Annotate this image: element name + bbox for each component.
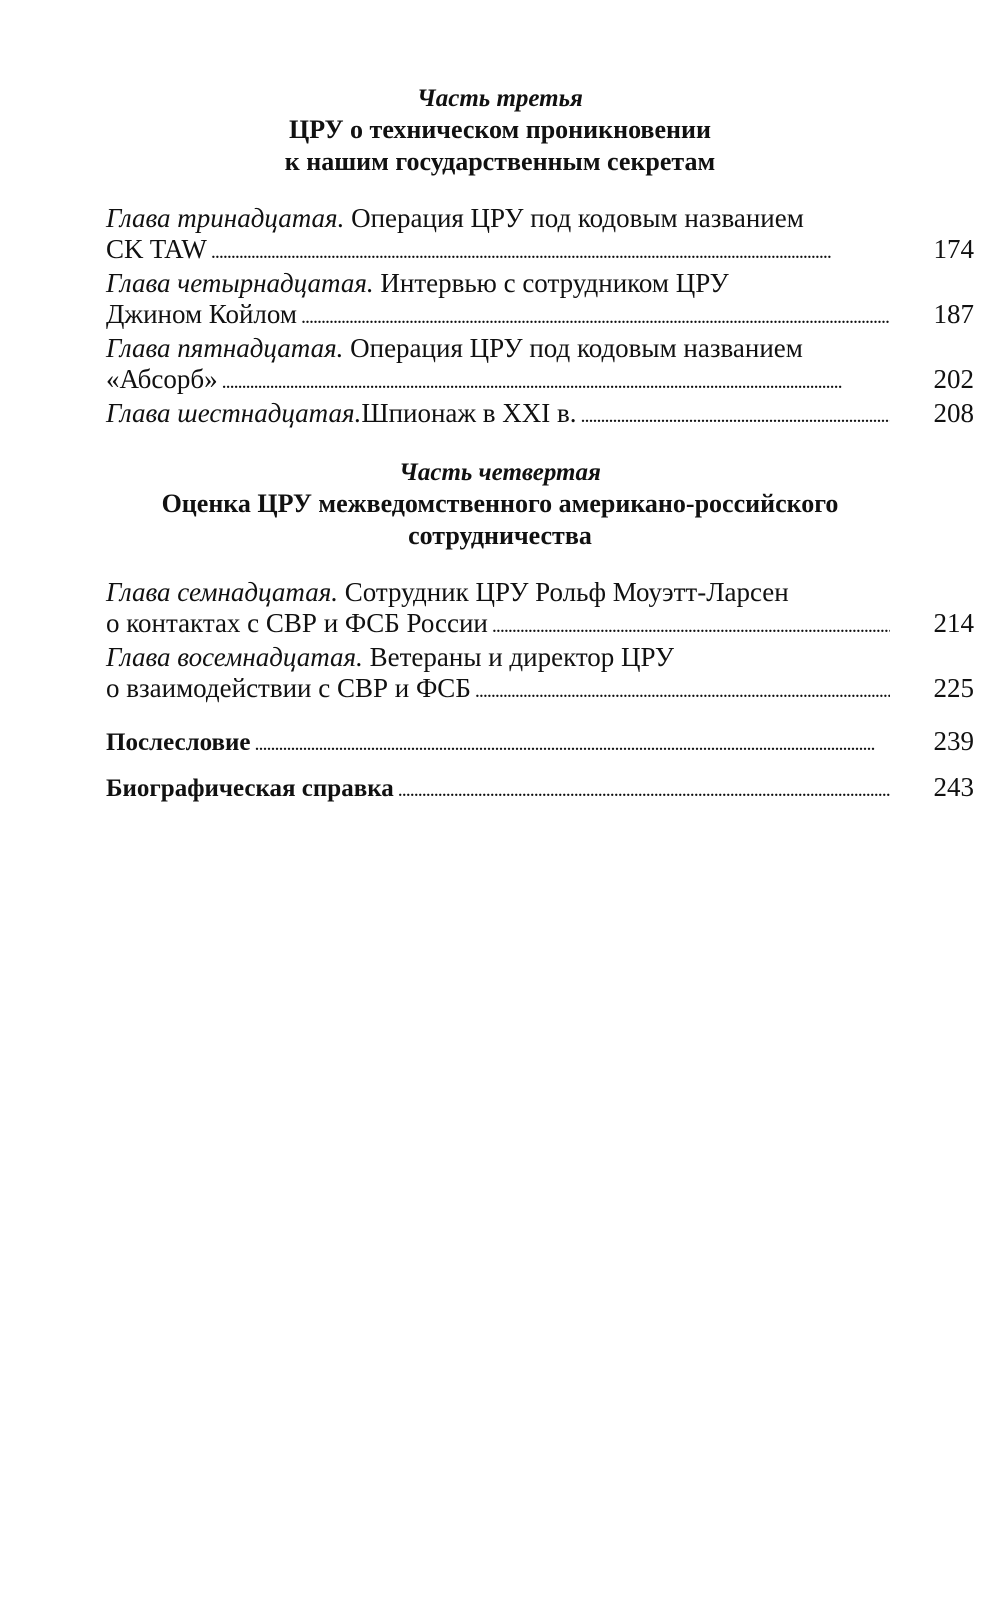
toc-entry-ch14[interactable] [106, 268, 974, 333]
chapter-title-cont: «Абсорб» [106, 364, 218, 394]
part3-title-line2: к нашим государственным секретам [284, 147, 716, 176]
page-number: 243 [933, 772, 974, 802]
chapter-label: Глава тринадцатая. [106, 203, 345, 233]
chapter-title-cont: Джином Койлом [106, 299, 297, 329]
part3-label: Часть третья [417, 85, 583, 112]
page-number: 174 [933, 234, 974, 264]
dot-leader [301, 302, 890, 333]
chapter-title-cont: о контактах с СВР и ФСБ России [106, 608, 488, 638]
biography-entry[interactable] [106, 772, 974, 806]
part3-title-line1: ЦРУ о техническом проникновении [289, 115, 711, 144]
dot-leader [581, 401, 890, 432]
toc-entry-ch18[interactable] [106, 642, 974, 707]
chapter-title: Ветераны и директор ЦРУ [362, 642, 674, 672]
afterword-entry[interactable] [106, 726, 974, 760]
part4-title-line2: сотрудничества [408, 521, 592, 550]
part3-heading [0, 84, 1000, 178]
part4-heading [0, 458, 1000, 552]
chapter-label: Глава шестнадцатая. [106, 398, 362, 428]
page-number: 187 [933, 299, 974, 329]
chapter-label: Глава четырнадцатая. [106, 268, 374, 298]
chapter-label: Глава семнадцатая. [106, 577, 338, 607]
part3-toc [106, 203, 974, 432]
afterword-label: Послесловие [106, 729, 251, 756]
page-number: 225 [933, 673, 974, 703]
toc-entry-ch15[interactable] [106, 333, 974, 398]
page-number: 202 [933, 364, 974, 394]
dot-leader [492, 611, 890, 642]
dot-leader [222, 367, 890, 398]
dot-leader [398, 775, 890, 806]
part4-title-line1: Оценка ЦРУ межведомственного американо-российского [161, 489, 839, 518]
chapter-title: Интервью с сотрудником ЦРУ [373, 268, 729, 298]
chapter-title: Операция ЦРУ под кодовым названием [344, 203, 804, 233]
dot-leader [254, 729, 890, 760]
page-number: 214 [933, 608, 974, 638]
toc-entry-ch16[interactable] [106, 398, 974, 432]
dot-leader [211, 237, 890, 268]
chapter-label: Глава восемнадцатая. [106, 642, 363, 672]
chapter-title-cont: CK TAW [106, 234, 207, 264]
toc-entry-ch17[interactable] [106, 577, 974, 642]
part4-toc [106, 577, 974, 707]
page-number: 239 [933, 726, 974, 756]
chapter-title: Операция ЦРУ под кодовым названием [343, 333, 803, 363]
chapter-title: Сотрудник ЦРУ Рольф Моуэтт-Ларсен [338, 577, 789, 607]
chapter-label: Глава пятнадцатая. [106, 333, 344, 363]
biography-label: Биографическая справка [106, 775, 394, 802]
chapter-title-cont: о взаимодействии с СВР и ФСБ [106, 673, 471, 703]
part4-label: Часть четвертая [399, 459, 601, 486]
dot-leader [475, 676, 890, 707]
chapter-title: Шпионаж в XXI в. [361, 398, 577, 428]
toc-entry-ch13[interactable] [106, 203, 974, 268]
page-number: 208 [933, 398, 974, 428]
